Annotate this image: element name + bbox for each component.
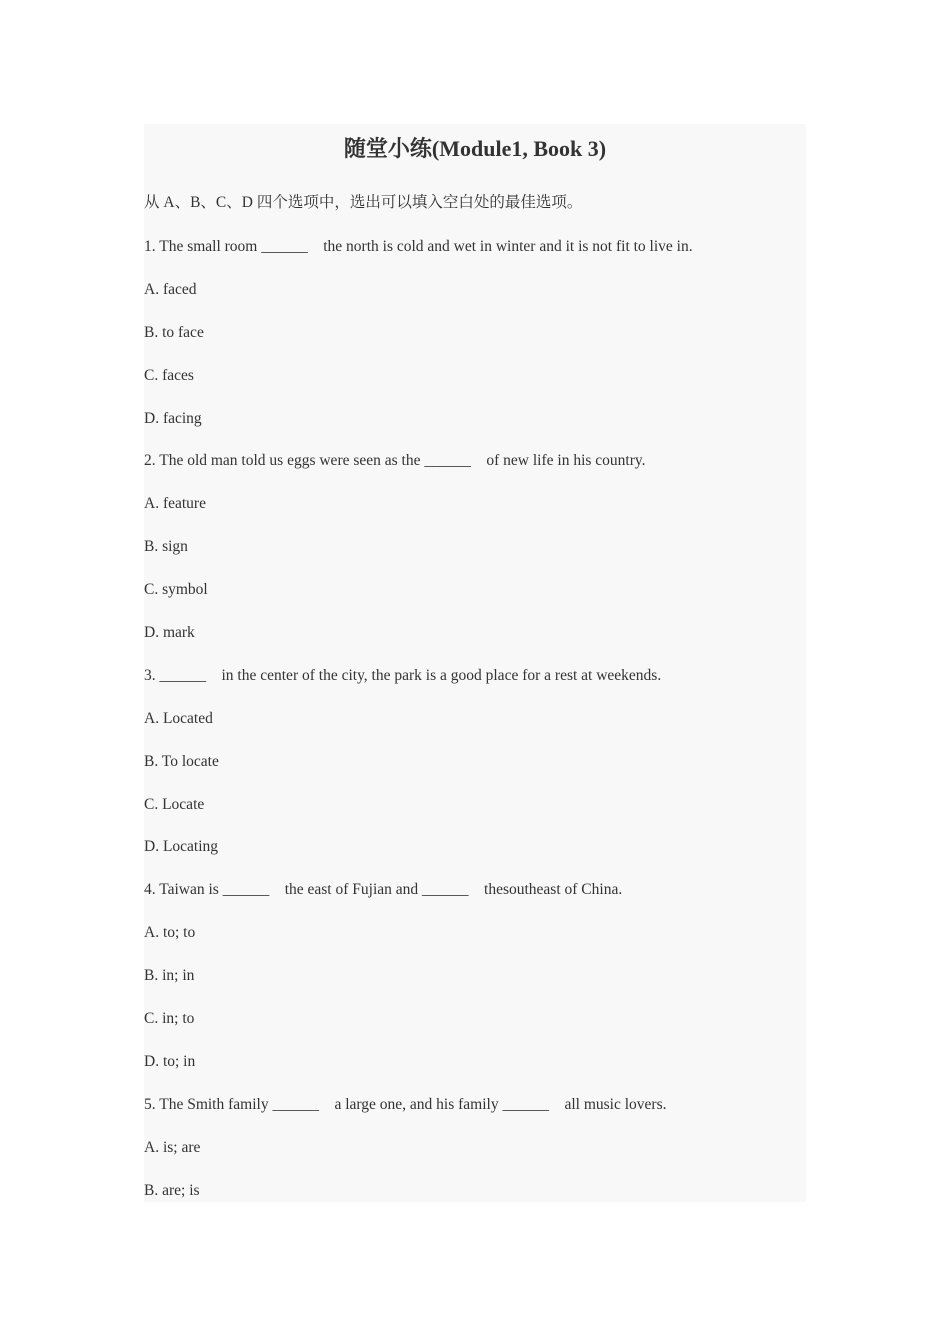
question-2-option-a: A. feature [144, 495, 206, 513]
question-5-stem: 5. The Smith family ______ a large one, and his family ______ all music lovers. [144, 1095, 667, 1113]
question-2-stem: 2. The old man told us eggs were seen as the ______ of new life in his country. [144, 452, 646, 470]
document-page [144, 124, 806, 1202]
question-1-option-d: D. facing [144, 409, 202, 427]
question-4-option-c: C. in; to [144, 1010, 195, 1028]
question-1-option-c: C. faces [144, 366, 194, 384]
question-1-option-a: A. faced [144, 280, 197, 298]
question-4-option-a: A. to; to [144, 924, 196, 942]
question-4-stem: 4. Taiwan is ______ the east of Fujian and ______ thesoutheast of China. [144, 881, 623, 899]
question-2-option-d: D. mark [144, 624, 195, 642]
question-1-option-b: B. to face [144, 323, 204, 341]
question-2-option-c: C. symbol [144, 581, 208, 599]
question-3-option-a: A. Located [144, 709, 213, 727]
page-title: 随堂小练(Module1, Book 3) [343, 136, 607, 161]
question-3-option-d: D. Locating [144, 838, 219, 856]
question-5-option-b: B. are; is [144, 1181, 200, 1199]
question-2-option-b: B. sign [144, 538, 188, 556]
question-1-stem: 1. The small room ______ the north is cold and wet in winter and it is not fit to live in. [144, 238, 693, 255]
question-3-stem: 3. ______ in the center of the city, the park is a good place for a rest at weekends. [144, 666, 662, 684]
question-4-option-d: D. to; in [144, 1052, 196, 1070]
question-4-option-b: B. in; in [144, 967, 195, 985]
question-5-option-a: A. is; are [144, 1138, 201, 1156]
question-3-option-c: C. Locate [144, 795, 205, 813]
question-list [144, 236, 806, 1202]
question-3-option-b: B. To locate [144, 752, 219, 770]
instruction-text: 从 A、B、C、D 四个选项中，选出可以填入空白处的最佳选项。 [144, 194, 583, 211]
